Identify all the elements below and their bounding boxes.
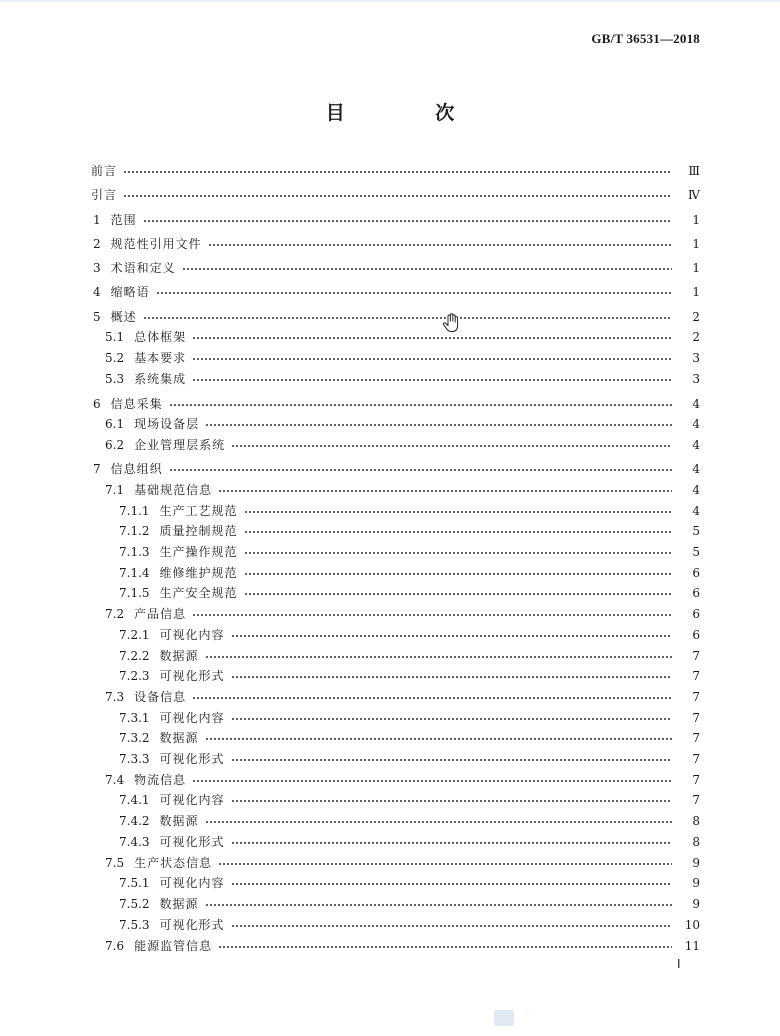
toc-leader-dots	[192, 328, 672, 346]
toc-entry-page: 4	[692, 417, 700, 431]
toc-entry-page: 6	[692, 586, 700, 600]
toc-entry-number: 7.2.3	[119, 669, 150, 683]
toc-entry-label: 企业管理层系统	[134, 438, 226, 452]
toc-entry-number: 2	[93, 237, 101, 251]
toc-entry-page: 3	[692, 351, 700, 365]
toc-entry-number: 7.1	[105, 483, 125, 497]
toc-entry-number: 6.1	[105, 417, 125, 431]
toc-entry-number: 7.1.2	[119, 524, 150, 538]
toc-leader-dots	[205, 812, 672, 830]
toc-entry[interactable]	[0, 750, 780, 768]
toc-entry-number: 7.2	[105, 607, 125, 621]
toc-entry-label: 数据源	[159, 731, 199, 745]
toc-entry[interactable]	[0, 186, 780, 204]
toc-entry[interactable]	[0, 626, 780, 644]
toc-entry-page: 2	[692, 330, 700, 344]
toc-entry[interactable]	[0, 460, 780, 478]
toc-entry-page: 1	[692, 237, 700, 251]
hand-cursor-icon	[442, 313, 460, 333]
toc-leader-dots	[231, 833, 672, 851]
toc-leader-dots	[143, 308, 672, 326]
toc-entry-number: 5.1	[105, 330, 125, 344]
toc-leader-dots	[231, 667, 672, 685]
toc-entry-label: 范围	[110, 213, 137, 227]
toc-entry-page: 7	[692, 690, 700, 704]
toc-entry-number: 6.2	[105, 438, 125, 452]
toc-entry-label: 数据源	[159, 649, 199, 663]
document-code: GB/T 36531—2018	[591, 31, 700, 46]
toc-leader-dots	[208, 235, 672, 253]
toc-leader-dots	[192, 771, 672, 789]
toc-entry-label: 概述	[110, 310, 137, 324]
toc-leader-dots	[205, 729, 672, 747]
toc-entry[interactable]	[0, 895, 780, 913]
toc-entry[interactable]	[0, 771, 780, 789]
toc-leader-dots	[218, 937, 672, 955]
toc-entry[interactable]	[0, 647, 780, 665]
toc-entry-label: 可视化形式	[159, 669, 225, 683]
toc-entry-page: 7	[692, 649, 700, 663]
toc-entry-page: 8	[692, 835, 700, 849]
toc-entry[interactable]	[0, 854, 780, 872]
toc-entry-page: 9	[692, 876, 700, 890]
toc-entry[interactable]	[0, 502, 780, 520]
toc-leader-dots	[231, 750, 672, 768]
toc-entry-label: 基本要求	[134, 351, 187, 365]
toc-entry-label: 前言	[91, 164, 118, 178]
toc-leader-dots	[231, 436, 672, 454]
toc-leader-dots	[231, 916, 672, 934]
toc-leader-dots	[244, 564, 672, 582]
toc-leader-dots	[192, 605, 672, 623]
toc-entry-number: 7.4.3	[119, 835, 150, 849]
toc-leader-dots	[205, 647, 672, 665]
toc-entry-label: 数据源	[159, 814, 199, 828]
toc-entry[interactable]	[0, 688, 780, 706]
toc-entry-label: 维修维护规范	[159, 566, 238, 580]
toc-leader-dots	[192, 688, 672, 706]
toc-entry-page: 10	[684, 918, 700, 932]
toc-entry-label: 现场设备层	[134, 417, 200, 431]
toc-entry[interactable]	[0, 235, 780, 253]
toc-entry-number: 7.4.1	[119, 793, 150, 807]
toc-entry[interactable]	[0, 283, 780, 301]
toc-entry-page: Ⅳ	[688, 188, 700, 202]
toc-leader-dots	[143, 211, 672, 229]
toc-entry-label: 可视化内容	[159, 793, 225, 807]
page-number: Ⅰ	[677, 957, 681, 971]
toc-entry-label: 生产工艺规范	[159, 504, 238, 518]
toc-entry[interactable]	[0, 874, 780, 892]
toc-entry-label: 规范性引用文件	[110, 237, 202, 251]
toc-entry-number: 3	[93, 261, 101, 275]
toc-entry-label: 产品信息	[134, 607, 187, 621]
toc-leader-dots	[244, 584, 672, 602]
top-border	[0, 0, 780, 2]
toc-entry-label: 可视化内容	[159, 711, 225, 725]
toc-entry-page: 4	[692, 462, 700, 476]
toc-entry-label: 信息采集	[110, 397, 163, 411]
toc-entry[interactable]	[0, 937, 780, 955]
toc-entry-number: 7.3.1	[119, 711, 150, 725]
toc-entry-page: 4	[692, 504, 700, 518]
toc-entry-page: Ⅲ	[688, 164, 700, 178]
toc-entry[interactable]	[0, 349, 780, 367]
toc-entry-number: 7	[93, 462, 101, 476]
toc-entry[interactable]	[0, 415, 780, 433]
toc-entry[interactable]	[0, 211, 780, 229]
toc-leader-dots	[218, 481, 672, 499]
toc-entry-page: 5	[692, 524, 700, 538]
toc-entry-number: 5	[93, 310, 101, 324]
toc-entry-page: 3	[692, 372, 700, 386]
toc-entry-page: 5	[692, 545, 700, 559]
toc-entry[interactable]	[0, 370, 780, 388]
toc-entry-label: 质量控制规范	[159, 524, 238, 538]
toc-entry[interactable]	[0, 812, 780, 830]
toc-entry-number: 7.4	[105, 773, 125, 787]
toc-entry-page: 7	[692, 731, 700, 745]
toc-leader-dots	[169, 395, 672, 413]
toc-entry[interactable]	[0, 436, 780, 454]
toc-leader-dots	[218, 854, 672, 872]
toc-entry-number: 1	[93, 213, 101, 227]
toc-leader-dots	[244, 522, 672, 540]
toc-entry-page: 7	[692, 711, 700, 725]
toc-entry-page: 7	[692, 793, 700, 807]
toc-entry[interactable]	[0, 395, 780, 413]
toc-entry[interactable]	[0, 259, 780, 277]
toc-entry-label: 生产安全规范	[159, 586, 238, 600]
toc-leader-dots	[231, 874, 672, 892]
toc-entry[interactable]	[0, 791, 780, 809]
toc-leader-dots	[123, 162, 672, 180]
toc-entry-page: 4	[692, 397, 700, 411]
toc-entry-number: 7.3.2	[119, 731, 150, 745]
toc-leader-dots	[205, 895, 672, 913]
toc-entry-label: 可视化内容	[159, 628, 225, 642]
toc-entry-number: 7.1.4	[119, 566, 150, 580]
toc-entry-label: 数据源	[159, 897, 199, 911]
toc-entry-label: 总体框架	[134, 330, 187, 344]
toc-entry-number: 7.1.1	[119, 504, 150, 518]
toc-entry[interactable]	[0, 481, 780, 499]
toc-entry-number: 7.1.3	[119, 545, 150, 559]
toc-entry-page: 7	[692, 752, 700, 766]
toc-leader-dots	[169, 460, 672, 478]
toc-entry[interactable]	[0, 584, 780, 602]
toc-entry[interactable]	[0, 605, 780, 623]
toc-entry-number: 7.6	[105, 939, 125, 953]
toc-entry-page: 2	[692, 310, 700, 324]
toc-entry[interactable]	[0, 667, 780, 685]
toc-entry[interactable]	[0, 709, 780, 727]
watermark-logo	[494, 1010, 514, 1026]
toc-entry-page: 9	[692, 856, 700, 870]
toc-entry-label: 基础规范信息	[134, 483, 213, 497]
toc-entry-label: 系统集成	[134, 372, 187, 386]
toc-leader-dots	[231, 626, 672, 644]
toc-entry[interactable]	[0, 522, 780, 540]
toc-entry[interactable]	[0, 564, 780, 582]
toc-entry-number: 7.4.2	[119, 814, 150, 828]
toc-leader-dots	[192, 349, 672, 367]
toc-leader-dots	[205, 415, 672, 433]
toc-entry-label: 设备信息	[134, 690, 187, 704]
toc-entry[interactable]	[0, 916, 780, 934]
toc-entry-label: 信息组织	[110, 462, 163, 476]
toc-entry-number: 7.3.3	[119, 752, 150, 766]
toc-entry-label: 生产状态信息	[134, 856, 213, 870]
toc-entry-label: 可视化内容	[159, 876, 225, 890]
toc-leader-dots	[231, 709, 672, 727]
toc-entry[interactable]	[0, 328, 780, 346]
toc-entry-label: 可视化形式	[159, 835, 225, 849]
toc-entry-number: 5.2	[105, 351, 125, 365]
toc-entry-label: 物流信息	[134, 773, 187, 787]
toc-entry-number: 6	[93, 397, 101, 411]
toc-entry-number: 7.2.2	[119, 649, 150, 663]
toc-entry[interactable]	[0, 833, 780, 851]
toc-entry-label: 能源监管信息	[134, 939, 213, 953]
toc-entry-label: 生产操作规范	[159, 545, 238, 559]
toc-entry-number: 7.5.2	[119, 897, 150, 911]
toc-entry-number: 5.3	[105, 372, 125, 386]
toc-entry-label: 可视化形式	[159, 918, 225, 932]
toc-entry-page: 8	[692, 814, 700, 828]
toc-entry-page: 1	[692, 261, 700, 275]
toc-leader-dots	[192, 370, 672, 388]
toc-entry-page: 4	[692, 438, 700, 452]
toc-entry[interactable]	[0, 308, 780, 326]
toc-entry-page: 1	[692, 285, 700, 299]
toc-entry-page: 7	[692, 773, 700, 787]
toc-entry-number: 7.5.1	[119, 876, 150, 890]
toc-entry[interactable]	[0, 543, 780, 561]
toc-entry-page: 7	[692, 669, 700, 683]
toc-entry[interactable]	[0, 162, 780, 180]
page-title: 目 次	[325, 102, 497, 124]
toc-entry[interactable]	[0, 729, 780, 747]
toc-leader-dots	[244, 502, 672, 520]
toc-entry-number: 4	[93, 285, 101, 299]
toc-entry-page: 6	[692, 628, 700, 642]
toc-leader-dots	[182, 259, 672, 277]
toc-entry-page: 9	[692, 897, 700, 911]
toc-entry-label: 缩略语	[110, 285, 150, 299]
toc-entry-number: 7.1.5	[119, 586, 150, 600]
toc-entry-page: 11	[684, 939, 700, 953]
toc-entry-number: 7.3	[105, 690, 125, 704]
toc-entry-page: 6	[692, 566, 700, 580]
toc-entry-label: 引言	[91, 188, 118, 202]
toc-entry-page: 6	[692, 607, 700, 621]
toc-entry-label: 术语和定义	[110, 261, 176, 275]
toc-entry-label: 可视化形式	[159, 752, 225, 766]
toc-leader-dots	[123, 186, 672, 204]
toc-entry-number: 7.2.1	[119, 628, 150, 642]
toc-leader-dots	[156, 283, 672, 301]
toc-entry-page: 4	[692, 483, 700, 497]
toc-leader-dots	[231, 791, 672, 809]
toc-leader-dots	[244, 543, 672, 561]
toc-entry-number: 7.5	[105, 856, 125, 870]
toc-entry-number: 7.5.3	[119, 918, 150, 932]
toc-entry-page: 1	[692, 213, 700, 227]
